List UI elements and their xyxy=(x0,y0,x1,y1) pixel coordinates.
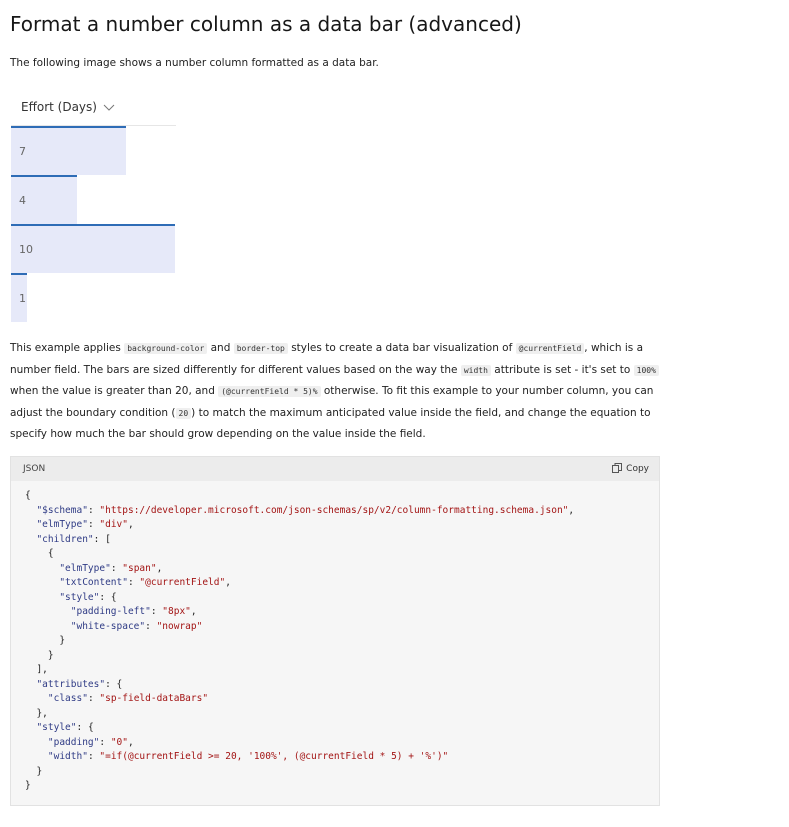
cell-value: 1 xyxy=(19,292,26,305)
copy-icon xyxy=(612,463,626,476)
table-row xyxy=(11,224,176,273)
intro-text: The following image shows a number column formatted as a data bar. xyxy=(10,57,379,69)
paragraph-text: styles to create a data bar visualization of xyxy=(287,342,516,354)
inline-code: 20 xyxy=(176,408,192,419)
copy-button[interactable] xyxy=(612,463,649,476)
data-bar-column xyxy=(11,125,176,322)
inline-code: width xyxy=(461,365,491,376)
paragraph-text: ) to match the maximum anticipated value inside the field, and change the equation to specify how much the bar should grow depending on the value inside the field. xyxy=(10,406,651,441)
inline-code: background-color xyxy=(124,343,207,354)
table-row xyxy=(11,175,176,224)
column-header[interactable] xyxy=(21,99,115,114)
column-header-label: Effort (Days) xyxy=(21,99,97,114)
chevron-down-icon[interactable] xyxy=(103,100,115,114)
cell-value: 10 xyxy=(19,243,33,256)
description-paragraph xyxy=(10,338,670,446)
code-block-header xyxy=(11,457,659,481)
code-language-label: JSON xyxy=(23,464,46,474)
code-block xyxy=(10,456,660,806)
inline-code: (@currentField * 5)% xyxy=(218,386,320,397)
paragraph-text: when the value is greater than 20, and xyxy=(10,385,219,398)
table-row xyxy=(11,273,176,322)
table-row xyxy=(11,126,176,175)
paragraph-text: This example applies xyxy=(10,342,125,354)
inline-code: @currentField xyxy=(516,343,585,354)
paragraph-text: attribute is set - it's set to xyxy=(490,363,634,376)
paragraph-text: and xyxy=(207,342,234,354)
inline-code: border-top xyxy=(234,343,288,354)
paragraph-text: , which is a number field. The bars are sized differently for different values based on the way the xyxy=(10,342,644,376)
inline-code: 100% xyxy=(634,365,659,376)
page-title: Format a number column as a data bar (advanced) xyxy=(10,12,522,36)
code-content: { "$schema": "https://developer.microsoft.com/json-schemas/sp/v2/column-formatting.schema.json", "elmType": "div", "children": [ { "elmType": "span", "txtContent": "@currentField", "style": { "padding-left": "8px", "white-space": "nowrap" } } ], "attributes": { "class": "sp-field-dataBars" }, "style": { "padding": "0", "width": "=if(@currentField >= 20, '100%', (@currentField * 5) + '%')" } } xyxy=(25,490,575,791)
data-bar xyxy=(11,224,175,273)
data-bar xyxy=(11,126,126,175)
paragraph-text: otherwise. To fit this example to your number column, you can adjust the boundary condition ( xyxy=(10,385,654,419)
copy-label: Copy xyxy=(626,464,649,474)
cell-value: 4 xyxy=(19,194,26,207)
cell-value: 7 xyxy=(19,145,26,158)
